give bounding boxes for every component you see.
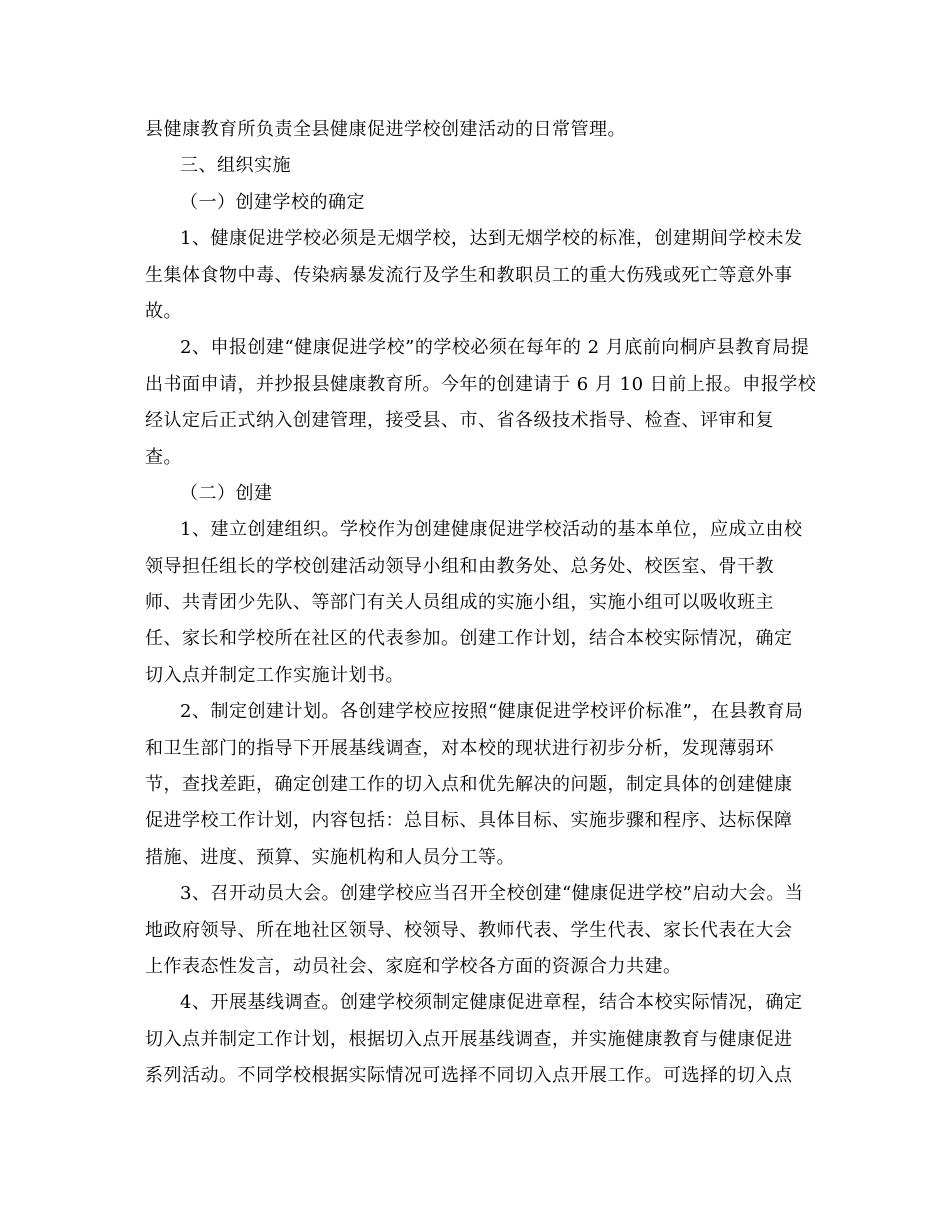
paragraph-line: 切入点并制定工作计划，根据切入点开展基线调查，并实施健康教育与健康促进: [145, 1028, 793, 1050]
paragraph-line: 领导担任组长的学校创建活动领导小组和由教务处、总务处、校医室、骨干教: [145, 555, 774, 577]
subsection-heading: （二）创建: [180, 482, 273, 504]
section-heading: 三、组织实施: [180, 155, 291, 177]
paragraph-line: 师、共青团少先队、等部门有关人员组成的实施小组，实施小组可以吸收班主: [145, 592, 774, 614]
paragraph-line: 3、召开动员大会。创建学校应当召开全校创建“健康促进学校”启动大会。当: [180, 883, 804, 905]
paragraph-line: 节，查找差距，确定创建工作的切入点和优先解决的问题，制定具体的创建健康: [145, 774, 793, 796]
paragraph-line: 任、家长和学校所在社区的代表参加。创建工作计划，结合本校实际情况，确定: [145, 628, 793, 650]
paragraph-line: 措施、进度、预算、实施机构和人员分工等。: [145, 846, 515, 868]
subsection-heading: （一）创建学校的确定: [180, 191, 365, 213]
paragraph-line: 切入点并制定工作实施计划书。: [145, 664, 404, 686]
paragraph-line: 促进学校工作计划，内容包括：总目标、具体目标、实施步骤和程序、达标保障: [145, 810, 793, 832]
paragraph-line: 1、建立创建组织。学校作为创建健康促进学校活动的基本单位，应成立由校: [180, 519, 803, 541]
paragraph-line: 出书面申请，并抄报县健康教育所。今年的创建请于 6 月 10 日前上报。申报学校: [145, 373, 817, 395]
text-line: 县健康教育所负责全县健康促进学校创建活动的日常管理。: [145, 119, 626, 140]
paragraph-line: 4、开展基线调查。创建学校须制定健康促进章程，结合本校实际情况，确定: [180, 992, 803, 1014]
paragraph-line: 2、制定创建计划。各创建学校应按照“健康促进学校评价标准”，在县教育局: [180, 701, 804, 723]
paragraph-line: 生集体食物中毒、传染病暴发流行及学生和教职员工的重大伤残或死亡等意外事: [145, 264, 793, 286]
paragraph-line: 1、健康促进学校必须是无烟学校，达到无烟学校的标准，创建期间学校未发: [180, 228, 803, 250]
paragraph-line: 上作表态性发言，动员社会、家庭和学校各方面的资源合力共建。: [145, 955, 682, 977]
paragraph-line: 2、申报创建“健康促进学校”的学校必须在每年的 2 月底前向桐庐县教育局提: [180, 337, 810, 359]
paragraph-line: 地政府领导、所在地社区领导、校领导、教师代表、学生代表、家长代表在大会: [145, 919, 793, 941]
paragraph-line: 查。: [145, 446, 182, 468]
paragraph-line: 和卫生部门的指导下开展基线调查，对本校的现状进行初步分析，发现薄弱环: [145, 737, 774, 759]
paragraph-line: 故。: [145, 300, 182, 322]
document-page: [145, 112, 815, 1095]
paragraph-line: 系列活动。不同学校根据实际情况可选择不同切入点开展工作。可选择的切入点: [145, 1065, 793, 1087]
paragraph-line: 经认定后正式纳入创建管理，接受县、市、省各级技术指导、检查、评审和复: [145, 410, 774, 432]
